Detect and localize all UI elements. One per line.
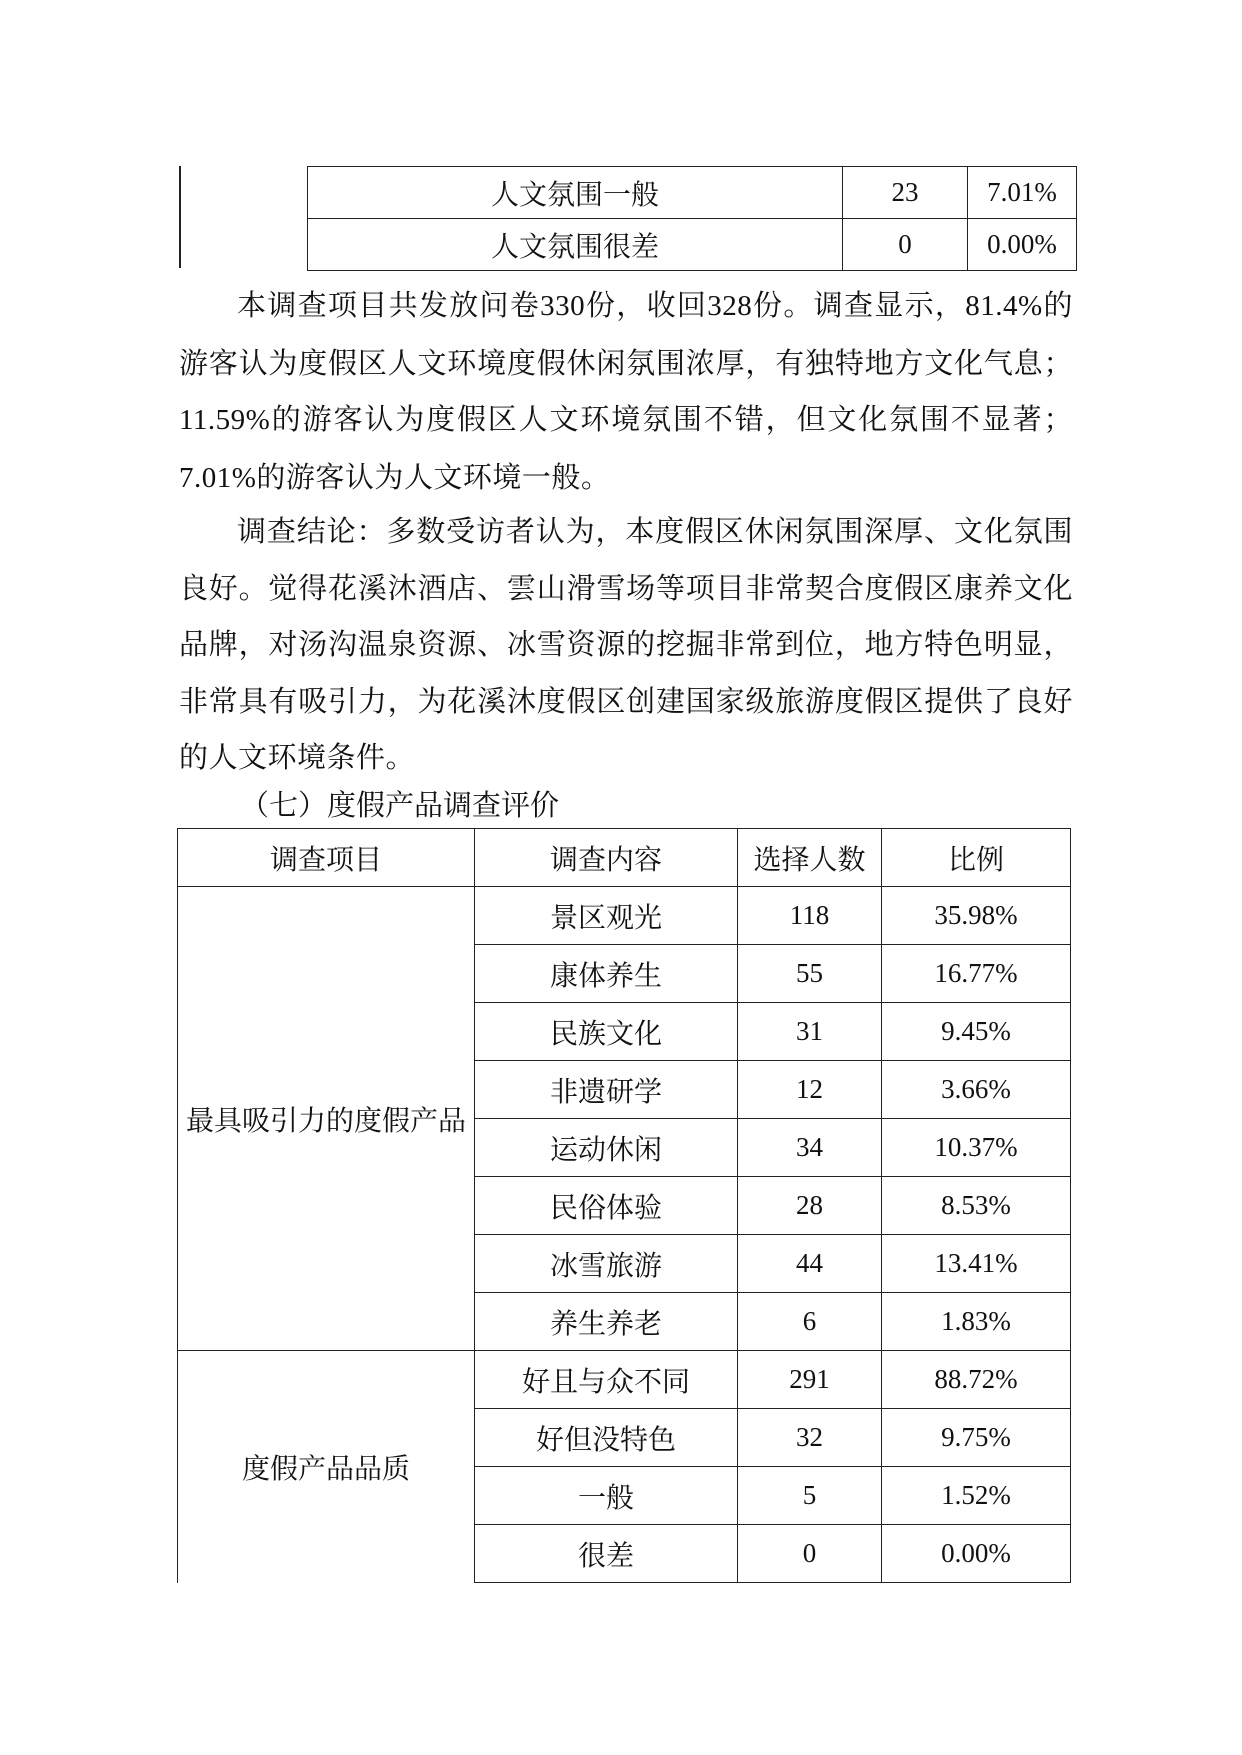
ratio-cell: 88.72% [882, 1351, 1071, 1409]
count-cell: 23 [843, 167, 968, 219]
survey-conclusion-paragraph: 调查结论：多数受访者认为，本度假区休闲氛围深厚、文化氛围良好。觉得花溪沐酒店、雲山滑雪场等项目非常契合度假区康养文化品牌，对汤沟温泉资源、冰雪资源的挖掘非常到位，地方特色明显，非常具有吸引力，为花溪沐度假区创建国家级旅游度假区提供了良好的人文环境条件。 [179, 514, 1073, 774]
continued-table-left-border [179, 166, 181, 268]
survey-content-cell: 冰雪旅游 [475, 1235, 738, 1293]
table-row [308, 167, 1077, 219]
survey-content-cell: 非遗研学 [475, 1061, 738, 1119]
ratio-cell: 0.00% [968, 219, 1077, 271]
questionnaires-returned: 328 [707, 290, 753, 322]
survey-content-cell: 好但没特色 [475, 1409, 738, 1467]
count-cell: 291 [738, 1351, 882, 1409]
survey-content-cell: 很差 [475, 1525, 738, 1583]
ratio-cell: 13.41% [882, 1235, 1071, 1293]
ratio-cell: 10.37% [882, 1119, 1071, 1177]
count-cell: 55 [738, 945, 882, 1003]
text-run: 份，收回 [585, 288, 708, 322]
section-heading: （七）度假产品调查评价 [240, 788, 560, 822]
count-cell: 12 [738, 1061, 882, 1119]
ratio-cell: 0.00% [882, 1525, 1071, 1583]
count-cell: 5 [738, 1467, 882, 1525]
survey-content-cell: 人文氛围一般 [308, 167, 843, 219]
survey-content-cell: 好且与众不同 [475, 1351, 738, 1409]
text-run: 的游客认为人文环境一般。 [256, 459, 611, 494]
ratio-cell: 1.83% [882, 1293, 1071, 1351]
survey-content-cell: 康体养生 [475, 945, 738, 1003]
survey-item-cell: 最具吸引力的度假产品 [178, 887, 475, 1351]
questionnaires-issued: 330 [540, 290, 586, 322]
survey-content-cell: 人文氛围很差 [308, 219, 843, 271]
survey-summary-paragraph [179, 277, 1073, 506]
survey-item-cell: 度假产品品质 [178, 1351, 475, 1583]
table-row [178, 1351, 1071, 1409]
ratio-cell: 3.66% [882, 1061, 1071, 1119]
header-survey-item: 调查项目 [178, 829, 475, 887]
survey-content-cell: 民族文化 [475, 1003, 738, 1061]
ratio-cell: 7.01% [968, 167, 1077, 219]
text-run: 的游客认为度假区人文环境氛围不错，但文化氛围不显著； [270, 402, 1073, 436]
count-cell: 6 [738, 1293, 882, 1351]
table-row [308, 219, 1077, 271]
count-cell: 31 [738, 1003, 882, 1061]
count-cell: 32 [738, 1409, 882, 1467]
percentage: 7.01% [179, 461, 257, 494]
count-cell: 28 [738, 1177, 882, 1235]
continued-table [307, 166, 1077, 271]
count-cell: 34 [738, 1119, 882, 1177]
percentage: 11.59% [179, 404, 271, 436]
count-cell: 118 [738, 887, 882, 945]
ratio-cell: 8.53% [882, 1177, 1071, 1235]
header-count: 选择人数 [738, 829, 882, 887]
ratio-cell: 16.77% [882, 945, 1071, 1003]
count-cell: 44 [738, 1235, 882, 1293]
ratio-cell: 35.98% [882, 887, 1071, 945]
survey-content-cell: 一般 [475, 1467, 738, 1525]
header-ratio: 比例 [882, 829, 1071, 887]
survey-content-cell: 运动休闲 [475, 1119, 738, 1177]
count-cell: 0 [738, 1525, 882, 1583]
survey-content-cell: 景区观光 [475, 887, 738, 945]
text-run: 份。调查显示， [752, 288, 966, 322]
ratio-cell: 9.45% [882, 1003, 1071, 1061]
table-row [178, 887, 1071, 945]
survey-content-cell: 养生养老 [475, 1293, 738, 1351]
product-survey-table [177, 828, 1071, 1583]
text-run: 本调查项目共发放问卷 [237, 288, 541, 322]
percentage: 81.4% [965, 290, 1043, 322]
survey-content-cell: 民俗体验 [475, 1177, 738, 1235]
ratio-cell: 9.75% [882, 1409, 1071, 1467]
table-header-row [178, 829, 1071, 887]
header-survey-content: 调查内容 [475, 829, 738, 887]
text-run: 的游客认为度假区人文环境度假休闲氛围浓厚，有独特地方文化气息； [179, 288, 1073, 380]
count-cell: 0 [843, 219, 968, 271]
ratio-cell: 1.52% [882, 1467, 1071, 1525]
